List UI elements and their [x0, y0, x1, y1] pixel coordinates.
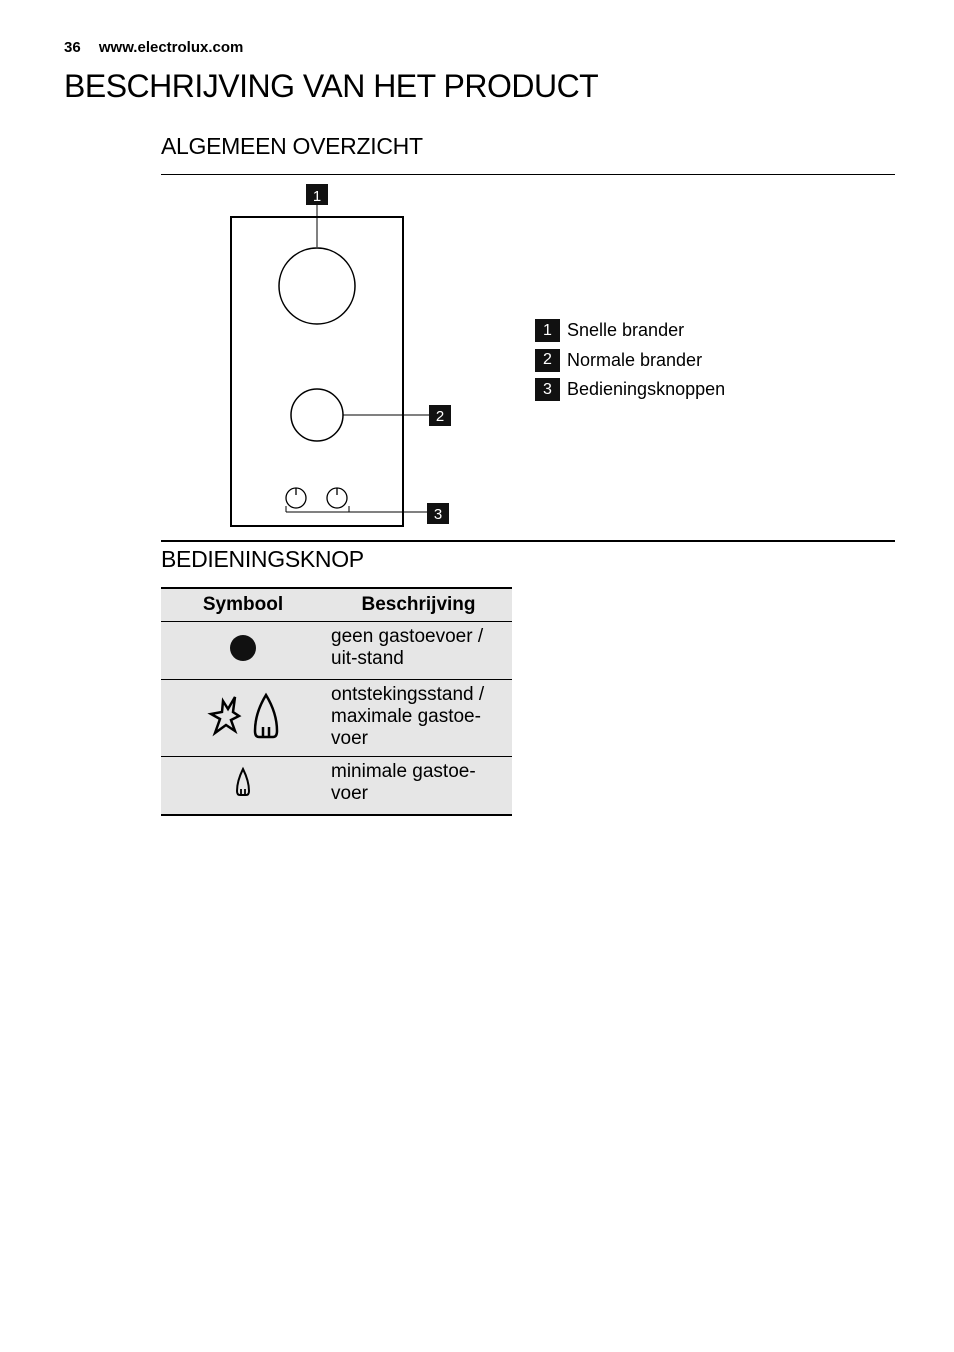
symbol-cell	[161, 757, 325, 815]
legend-item	[535, 375, 725, 405]
callout-1: 1	[312, 188, 322, 205]
page-header	[64, 39, 243, 56]
section-heading-overview: ALGEMEEN OVERZICHT	[161, 133, 423, 159]
page-number: 36	[64, 39, 81, 56]
legend-number: 2	[535, 349, 560, 372]
legend-label: Bedieningsknoppen	[567, 379, 726, 400]
table-header-row	[161, 588, 512, 622]
section-heading-knob: BEDIENINGSKNOP	[161, 546, 364, 572]
table-row	[161, 680, 512, 757]
description-cell: ontstekingsstand / maximale gastoe-voer	[325, 680, 512, 757]
legend-number: 3	[535, 378, 560, 401]
divider	[161, 174, 895, 175]
table-row	[161, 757, 512, 815]
legend-item	[535, 316, 725, 346]
column-header-description: Beschrijving	[325, 588, 512, 622]
website: www.electrolux.com	[98, 39, 244, 56]
control-knobs-icon	[286, 488, 347, 508]
description-cell: geen gastoevoer / uit-stand	[325, 622, 512, 680]
table-row	[161, 622, 512, 680]
normal-burner-icon	[291, 389, 343, 441]
small-flame-icon	[231, 765, 255, 799]
legend-label: Snelle brander	[567, 320, 685, 341]
rapid-burner-icon	[279, 248, 355, 324]
legend-label: Normale brander	[567, 349, 703, 370]
legend-number: 1	[535, 319, 560, 342]
column-header-symbol: Symbool	[161, 588, 325, 622]
filled-circle-icon	[228, 633, 258, 663]
legend	[535, 316, 725, 405]
hob-diagram	[161, 176, 461, 538]
callout-3: 3	[433, 506, 443, 523]
description-cell: minimale gastoe-voer	[325, 757, 512, 815]
divider	[161, 540, 895, 542]
hob-outline	[231, 217, 403, 526]
legend-item	[535, 346, 725, 376]
symbol-cell	[161, 680, 325, 757]
knob-symbol-table	[161, 587, 512, 816]
symbol-cell	[161, 622, 325, 680]
spark-and-large-flame-icon	[193, 687, 293, 743]
callout-2: 2	[435, 408, 445, 425]
page-title: BESCHRIJVING VAN HET PRODUCT	[64, 68, 599, 104]
